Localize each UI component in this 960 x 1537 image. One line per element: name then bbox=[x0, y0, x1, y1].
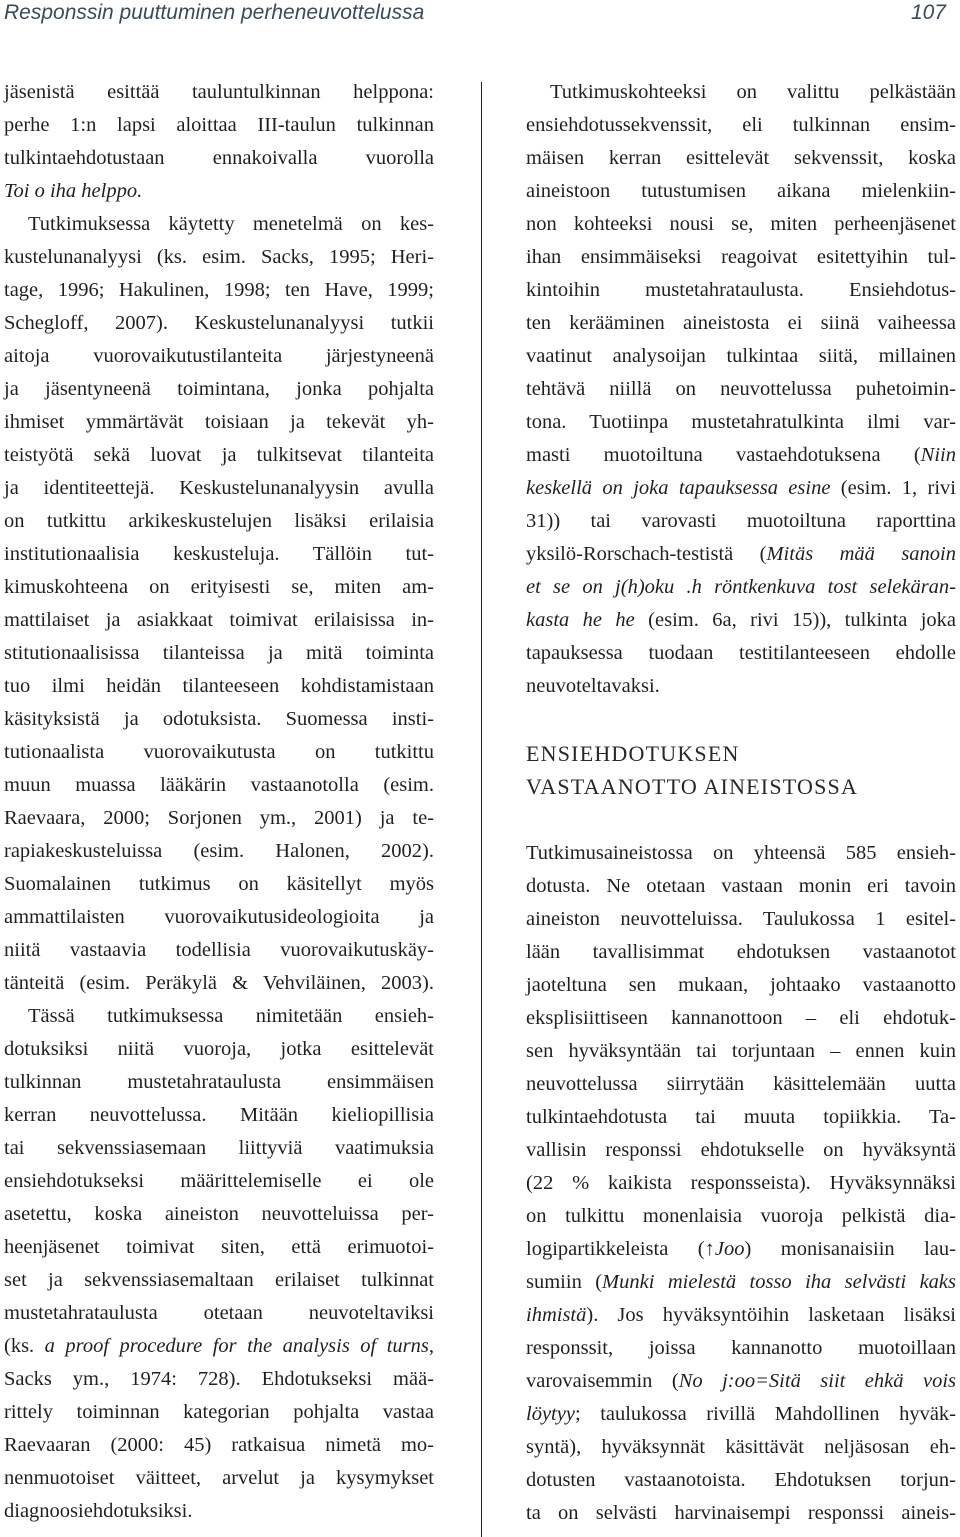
italic-example: Joo bbox=[714, 1238, 745, 1260]
text-line: käsityksistä ja odotuksista. Suomessa insti- bbox=[4, 708, 434, 730]
column-divider bbox=[481, 82, 482, 1537]
text-line: kasta he he (esim. 6a, rivi 15)), tulkinta joka bbox=[526, 609, 956, 631]
text-line: mattilaiset ja asiakkaat toimivat erilaisissa in- bbox=[4, 609, 434, 631]
text-line: tulkintaehdotustaan ennakoivalla vuorolla bbox=[4, 147, 434, 169]
text-line: masti muotoiltuna vastaehdotuksena (Niin bbox=[526, 444, 956, 466]
text-line: non kohteeksi nousi se, miten perheenjäsenet bbox=[526, 213, 956, 235]
text-line: vallisin responssi ehdotukselle on hyväksyntä bbox=[526, 1139, 956, 1161]
text-line: vaatinut analysoijan tulkintaa siitä, millainen bbox=[526, 345, 956, 367]
text-line: varovaisemmin (No j:oo=Sitä siit ehkä vois bbox=[526, 1370, 956, 1392]
text-line: (22 % kaikista responsseista). Hyväksynnäksi bbox=[526, 1172, 956, 1194]
text-line: Tutkimuskohteeksi on valittu pelkästään bbox=[550, 81, 956, 103]
text-line: lään tavallisimmat ehdotuksen vastaanotot bbox=[526, 941, 956, 963]
text-line: dotusten vastaanotoista. Ehdotuksen torjun- bbox=[526, 1469, 956, 1491]
text-line: neuvoteltavaksi. bbox=[526, 675, 660, 697]
text-line: 31)) tai varovasti muotoiltuna raporttina bbox=[526, 510, 956, 532]
text-line: teistyötä sekä luovat ja tulkitsevat tilanteita bbox=[4, 444, 434, 466]
spacer bbox=[526, 803, 956, 837]
text-line: yksilö-Rorschach-testistä (Mitäs mää sanoin bbox=[526, 543, 956, 565]
text-line: jäsenistä esittää tauluntulkinnan helppona: bbox=[4, 81, 434, 103]
text-segment: , bbox=[428, 1335, 434, 1357]
italic-title: a proof procedure for the analysis of turns bbox=[44, 1335, 429, 1357]
italic-example: et se on j(h)oku .h röntkenkuva tost selekäran- bbox=[526, 576, 956, 598]
text-line: nenmuotoiset väitteet, arvelut ja kysymykset bbox=[4, 1467, 434, 1489]
text-line: on tutkittu arkikeskustelujen lisäksi erilaisia bbox=[4, 510, 434, 532]
text-line: tai sekvenssiasemaan liittyviä vaatimuksia bbox=[4, 1137, 434, 1159]
running-title: Responssin puuttuminen perheneuvottelussa bbox=[4, 1, 425, 24]
running-header bbox=[0, 0, 960, 30]
text-line: asetettu, koska aineiston neuvotteluissa per- bbox=[4, 1203, 434, 1225]
text-line: tulkinnan mustetahrataulusta ensimmäisen bbox=[4, 1071, 434, 1093]
text-line: rapiakeskusteluissa (esim. Halonen, 2002). bbox=[4, 840, 434, 862]
text-line: Raevaaran (2000: 45) ratkaisua nimetä mo- bbox=[4, 1434, 434, 1456]
italic-example: löytyy bbox=[526, 1403, 575, 1425]
text-line: tage, 1996; Hakulinen, 1998; ten Have, 1999; bbox=[4, 279, 434, 301]
text-line: ihmiset ymmärtävät toisiaan ja tekevät yh- bbox=[4, 411, 434, 433]
text-line: kimuskohteena on erityisesti se, miten am- bbox=[4, 576, 434, 598]
text-line: tulkintaehdotusta tai muuta topiikkia. Ta- bbox=[526, 1106, 956, 1128]
text-line: ensiehdotukseksi määrittelemiselle ei ole bbox=[4, 1170, 434, 1192]
text-line: ammattilaisten vuorovaikutusideologioita ja bbox=[4, 906, 434, 928]
right-paragraph-2 bbox=[526, 837, 956, 1530]
text-line: heenjäsenet toimivat siten, että erimuotoi- bbox=[4, 1236, 434, 1258]
text-line: dotuksiksi niitä vuoroja, jotka esittelevät bbox=[4, 1038, 434, 1060]
italic-example: Toi o iha helppo. bbox=[4, 180, 143, 202]
text-line: tuo ilmi heidän tilanteeseen kohdistamistaan bbox=[4, 675, 434, 697]
text-line: responssit, joissa kannanotto muotoillaan bbox=[526, 1337, 956, 1359]
text-line: Sacks ym., 1974: 728). Ehdotukseksi mää- bbox=[4, 1368, 434, 1390]
text-line: löytyy; taulukossa rivillä Mahdollinen hyväk- bbox=[526, 1403, 956, 1425]
spacer bbox=[526, 703, 956, 737]
italic-example: No j:oo=Sitä siit ehkä vois bbox=[678, 1370, 956, 1392]
text-line: Tässä tutkimuksessa nimitetään ensieh- bbox=[28, 1005, 434, 1027]
text-line: mäisen kerran esittelevät sekvenssit, koska bbox=[526, 147, 956, 169]
section-heading-line-2: VASTAANOTTO AINEISTOSSA bbox=[526, 774, 859, 799]
text-line: ja identiteettejä. Keskustelunanalyysin avulla bbox=[4, 477, 434, 499]
text-line: kerran neuvottelussa. Mitään kieliopillisia bbox=[4, 1104, 434, 1126]
left-column bbox=[4, 76, 434, 1528]
text-line: Suomalainen tutkimus on käsitellyt myös bbox=[4, 873, 434, 895]
text-line: sen hyväksyntään tai torjuntaan – ennen kuin bbox=[526, 1040, 956, 1062]
right-column bbox=[526, 76, 956, 1530]
text-line: Schegloff, 2007). Keskustelunanalyysi tutkii bbox=[4, 312, 434, 334]
text-line: tona. Tuotiinpa mustetahratulkinta ilmi var- bbox=[526, 411, 956, 433]
text-line bbox=[4, 1330, 434, 1363]
italic-example: Munki mielestä tosso iha selvästi kaks bbox=[602, 1271, 956, 1293]
text-line: ensiehdotussekvenssit, eli tulkinnan ensim- bbox=[526, 114, 956, 136]
text-line: muun muassa lääkärin vastaanotolla (esim. bbox=[4, 774, 434, 796]
text-line: mustetahrataulusta otetaan neuvoteltaviksi bbox=[4, 1302, 434, 1324]
text-line: tutionaalista vuorovaikutusta on tutkittu bbox=[4, 741, 434, 763]
text-line: aineiston neuvotteluissa. Taulukossa 1 esitel- bbox=[526, 908, 956, 930]
text-line: kintoihin mustetahrataulusta. Ensiehdotus- bbox=[526, 279, 956, 301]
text-line: niitä vastaavia todellisia vuorovaikutuskäy- bbox=[4, 939, 434, 961]
text-line: tehtävä niillä on neuvottelussa puhetoimin- bbox=[526, 378, 956, 400]
text-line bbox=[4, 175, 434, 208]
text-line: aineistoon tutustumisen aikana mielenkiin- bbox=[526, 180, 956, 202]
text-line: Tutkimusaineistossa on yhteensä 585 ensieh- bbox=[526, 842, 956, 864]
text-line: diagnoosiehdotuksiksi. bbox=[4, 1500, 193, 1522]
italic-example: Mitäs mää sanoin bbox=[766, 543, 956, 565]
text-line: eksplisiittiseen kannanottoon – eli ehdotuk- bbox=[526, 1007, 956, 1029]
text-line: logipartikkeleista (↑Joo) monisanaisiin lau- bbox=[526, 1238, 956, 1260]
text-line: dotusta. Ne otetaan vastaan monin eri tavoin bbox=[526, 875, 956, 897]
text-line: neuvottelussa siirrytään käsittelemään uutta bbox=[526, 1073, 956, 1095]
text-line: tapauksessa tuodaan testitilanteeseen ehdolle bbox=[526, 642, 956, 664]
section-heading-line-1: ENSIEHDOTUKSEN bbox=[526, 741, 740, 766]
text-line: syntä), hyväksynnät käsittävät neljäsosan eh- bbox=[526, 1436, 956, 1458]
text-line: ihan ensimmäiseksi reagoivat esitettyihin tul- bbox=[526, 246, 956, 268]
text-line: rittely toiminnan kategorian pohjalta vastaa bbox=[4, 1401, 434, 1423]
text-line: Tutkimuksessa käytetty menetelmä on kes- bbox=[28, 213, 434, 235]
text-line: tänteitä (esim. Peräkylä & Vehviläinen, 2003). bbox=[4, 972, 434, 994]
italic-example: Niin bbox=[920, 444, 956, 466]
text-line: ja jäsentyneenä toimintana, jonka pohjalta bbox=[4, 378, 434, 400]
text-line: ten kerääminen aineistosta ei siinä vaiheessa bbox=[526, 312, 956, 334]
text-line: perhe 1:n lapsi aloittaa III-taulun tulkinnan bbox=[4, 114, 434, 136]
right-paragraph-1 bbox=[526, 76, 956, 703]
text-line: ihmistä). Jos hyväksyntöihin lasketaan lisäksi bbox=[526, 1304, 956, 1326]
text-line: jaoteltuna sen mukaan, johtaako vastaanotto bbox=[526, 974, 956, 996]
italic-example: ihmistä bbox=[526, 1304, 587, 1326]
text-line: kustelunanalyysi (ks. esim. Sacks, 1995; Heri- bbox=[4, 246, 434, 268]
text-segment: (ks. bbox=[4, 1335, 45, 1357]
italic-example: kasta he he bbox=[526, 609, 635, 631]
text-line: on tulkittu monenlaisia vuoroja pelkistä dia- bbox=[526, 1205, 956, 1227]
text-line: Raevaara, 2000; Sorjonen ym., 2001) ja te- bbox=[4, 807, 434, 829]
italic-example: keskellä on joka tapauksessa esine bbox=[526, 477, 831, 499]
text-line: ta on selvästi harvinaisempi responssi aineis- bbox=[526, 1502, 956, 1524]
text-line: keskellä on joka tapauksessa esine (esim. 1, rivi bbox=[526, 477, 956, 499]
text-line: sumiin (Munki mielestä tosso iha selvästi kaks bbox=[526, 1271, 956, 1293]
text-line bbox=[526, 571, 956, 604]
text-line: set ja sekvenssiasemaltaan erilaiset tulkinnat bbox=[4, 1269, 434, 1291]
text-line: stitutionaalisissa tilanteissa ja mitä toiminta bbox=[4, 642, 434, 664]
text-line: institutionaalisia keskusteluja. Tällöin tut- bbox=[4, 543, 434, 565]
text-line: aitoja vuorovaikutustilanteita järjestyneenä bbox=[4, 345, 434, 367]
page-number: 107 bbox=[910, 1, 946, 24]
